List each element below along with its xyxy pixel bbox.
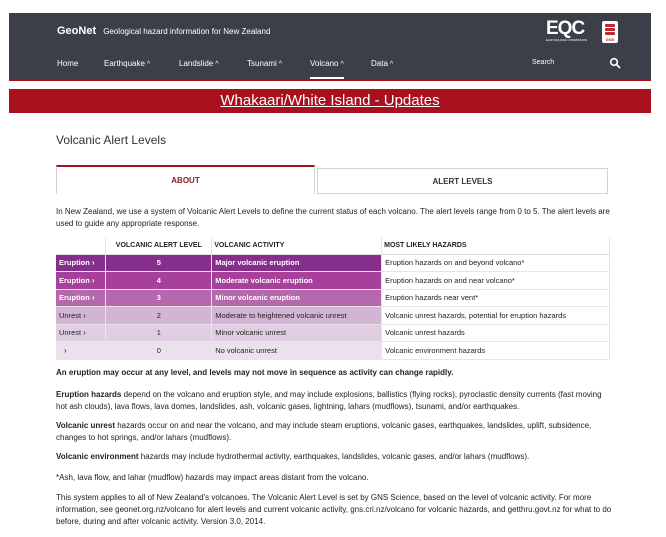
tab-bar <box>56 165 608 194</box>
brand-name[interactable]: GeoNet <box>57 25 97 37</box>
activity-cell: Major volcanic eruption <box>212 254 382 272</box>
state-cell[interactable] <box>56 272 106 290</box>
column-header-hazards: MOST LIKELY HAZARDS <box>382 237 610 254</box>
gns-logo-text: GNS <box>605 37 615 42</box>
state-cell[interactable] <box>56 289 106 307</box>
column-header-state <box>56 237 106 254</box>
chevron-up-icon: ^ <box>278 61 283 68</box>
chevron-right-icon: › <box>64 345 67 355</box>
alert-levels-table <box>56 237 610 360</box>
gns-logo[interactable] <box>602 21 618 43</box>
level-cell: 5 <box>106 254 212 272</box>
tab-about[interactable]: ABOUT <box>56 165 315 194</box>
main-nav <box>9 59 651 75</box>
nav-label: Home <box>57 59 79 68</box>
activity-cell: Minor volcanic eruption <box>212 289 382 307</box>
state-label: Eruption <box>59 258 90 268</box>
nav-home[interactable] <box>57 59 78 68</box>
activity-cell: Moderate volcanic eruption <box>212 272 382 290</box>
volcanic-environment-paragraph <box>56 451 612 463</box>
chevron-up-icon: ^ <box>215 61 219 68</box>
intro-text: In New Zealand, we use a system of Volcanic Alert Levels to define the current status of each volcano. The alert levels range from 0 to 5. The alert levels are used to guide any appropriate response. <box>56 207 610 228</box>
updates-banner <box>9 89 651 113</box>
chevron-right-icon: › <box>91 275 95 285</box>
table-row <box>56 324 610 342</box>
volcanic-environment-text: hazards may include hydrothermal activity, earthquakes, landslides, volcanic gases, and/or lahars (mudflows). <box>138 452 530 461</box>
gns-logo-bar <box>605 24 615 27</box>
state-label: Eruption <box>59 293 90 303</box>
volcanic-unrest-term: Volcanic unrest <box>56 421 115 430</box>
warning-text: An eruption may occur at any level, and levels may not move in sequence as activity can change rapidly. <box>56 368 454 377</box>
activity-cell: Minor volcanic unrest <box>212 324 382 342</box>
chevron-right-icon: › <box>83 328 86 338</box>
tab-alert-levels[interactable]: ALERT LEVELS <box>317 168 608 194</box>
chevron-right-icon: › <box>91 293 95 303</box>
nav-label: Earthquake <box>104 59 145 68</box>
nav-volcano[interactable] <box>310 59 344 68</box>
nav-label: Landslide <box>179 59 214 68</box>
activity-cell: No volcanic unrest <box>212 342 382 360</box>
volcanic-unrest-paragraph <box>56 420 612 444</box>
hazards-cell: Eruption hazards near vent* <box>382 289 610 307</box>
eruption-hazards-text: depend on the volcano and eruption style, and may include explosions, ballistics (flying rocks), pyroclastic density currents (fast moving hot ash clouds), lava flows, lava domes, landslides, ash, volcanic gases, lightning, lahars (mudflows), tsunami, and/or earthquakes. <box>56 390 602 411</box>
nav-label: Volcano <box>310 59 339 68</box>
chevron-up-icon: ^ <box>146 61 151 68</box>
level-cell: 4 <box>106 272 212 290</box>
table-row <box>56 272 610 290</box>
column-header-level: VOLCANIC ALERT LEVEL <box>106 237 212 254</box>
updates-link[interactable]: Whakaari/White Island - Updates <box>220 92 440 109</box>
table-row <box>56 342 610 360</box>
hazards-cell: Eruption hazards on and beyond volcano* <box>382 254 610 272</box>
table-row <box>56 307 610 325</box>
nav-label: Tsunami <box>247 59 277 68</box>
level-cell: 0 <box>106 342 212 360</box>
eruption-hazards-term: Eruption hazards <box>56 390 122 399</box>
hazards-cell: Volcanic unrest hazards <box>382 324 610 342</box>
state-cell[interactable] <box>56 324 106 342</box>
state-label: Unrest <box>59 310 82 320</box>
hazards-cell: Eruption hazards on and near volcano* <box>382 272 610 290</box>
footnote: *Ash, lava flow, and lahar (mudflow) hazards may impact areas distant from the volcano. <box>56 473 369 482</box>
nav-earthquake[interactable] <box>104 59 150 68</box>
gns-logo-bar <box>605 32 615 35</box>
nav-landslide[interactable] <box>179 59 219 68</box>
volcanic-environment-term: Volcanic environment <box>56 452 139 461</box>
state-cell[interactable] <box>56 254 106 272</box>
gns-logo-bar <box>605 28 615 31</box>
level-cell: 2 <box>106 307 212 325</box>
state-cell[interactable] <box>56 307 106 325</box>
chevron-right-icon: › <box>91 258 95 268</box>
magnifier-icon[interactable] <box>609 57 621 69</box>
eruption-hazards-paragraph <box>56 389 612 413</box>
table-header-row <box>56 237 610 254</box>
page-title: Volcanic Alert Levels <box>56 133 167 147</box>
system-info-paragraph: This system applies to all of New Zealand's volcanoes. The Volcanic Alert Level is set by GNS Science, based on the level of volcanic activity. For more information, see geonet.org.nz/volcano for alert levels and current volcanic activity, gns.cri.nz/volcano for volcanic hazards, and getthru.govt.nz for what to do before, during and after volcanic activity. Version 3.0, 2014. <box>56 493 612 526</box>
hazards-cell: Volcanic unrest hazards, potential for eruption hazards <box>382 307 610 325</box>
activity-cell: Moderate to heightened volcanic unrest <box>212 307 382 325</box>
chevron-right-icon: › <box>83 310 86 320</box>
nav-label: Data <box>371 59 388 68</box>
nav-tsunami[interactable] <box>247 59 282 68</box>
state-label: Unrest <box>59 328 82 338</box>
state-label: Eruption <box>59 275 90 285</box>
chevron-up-icon: ^ <box>340 61 344 68</box>
eqc-logo-subtext: EARTHQUAKE COMMISSION <box>546 38 588 42</box>
table-row <box>56 289 610 307</box>
eqc-logo[interactable] <box>546 19 590 45</box>
chevron-up-icon: ^ <box>389 61 394 68</box>
level-cell: 1 <box>106 324 212 342</box>
state-cell[interactable] <box>56 342 106 360</box>
volcanic-unrest-text: hazards occur on and near the volcano, and may include steam eruptions, volcanic gases, earthquakes, landslides, uplift, subsidence, changes to hot springs, and/or lahars (mudflows). <box>56 421 592 442</box>
eqc-logo-text: EQC <box>546 18 585 39</box>
brand-tagline: Geological hazard information for New Zealand <box>103 27 271 36</box>
nav-data[interactable] <box>371 59 393 68</box>
search-input[interactable]: Search <box>532 59 555 66</box>
table-row <box>56 254 610 272</box>
level-cell: 3 <box>106 289 212 307</box>
column-header-activity: VOLCANIC ACTIVITY <box>212 237 382 254</box>
hazards-cell: Volcanic environment hazards <box>382 342 610 360</box>
site-header <box>9 13 651 81</box>
brand[interactable] <box>57 25 270 37</box>
